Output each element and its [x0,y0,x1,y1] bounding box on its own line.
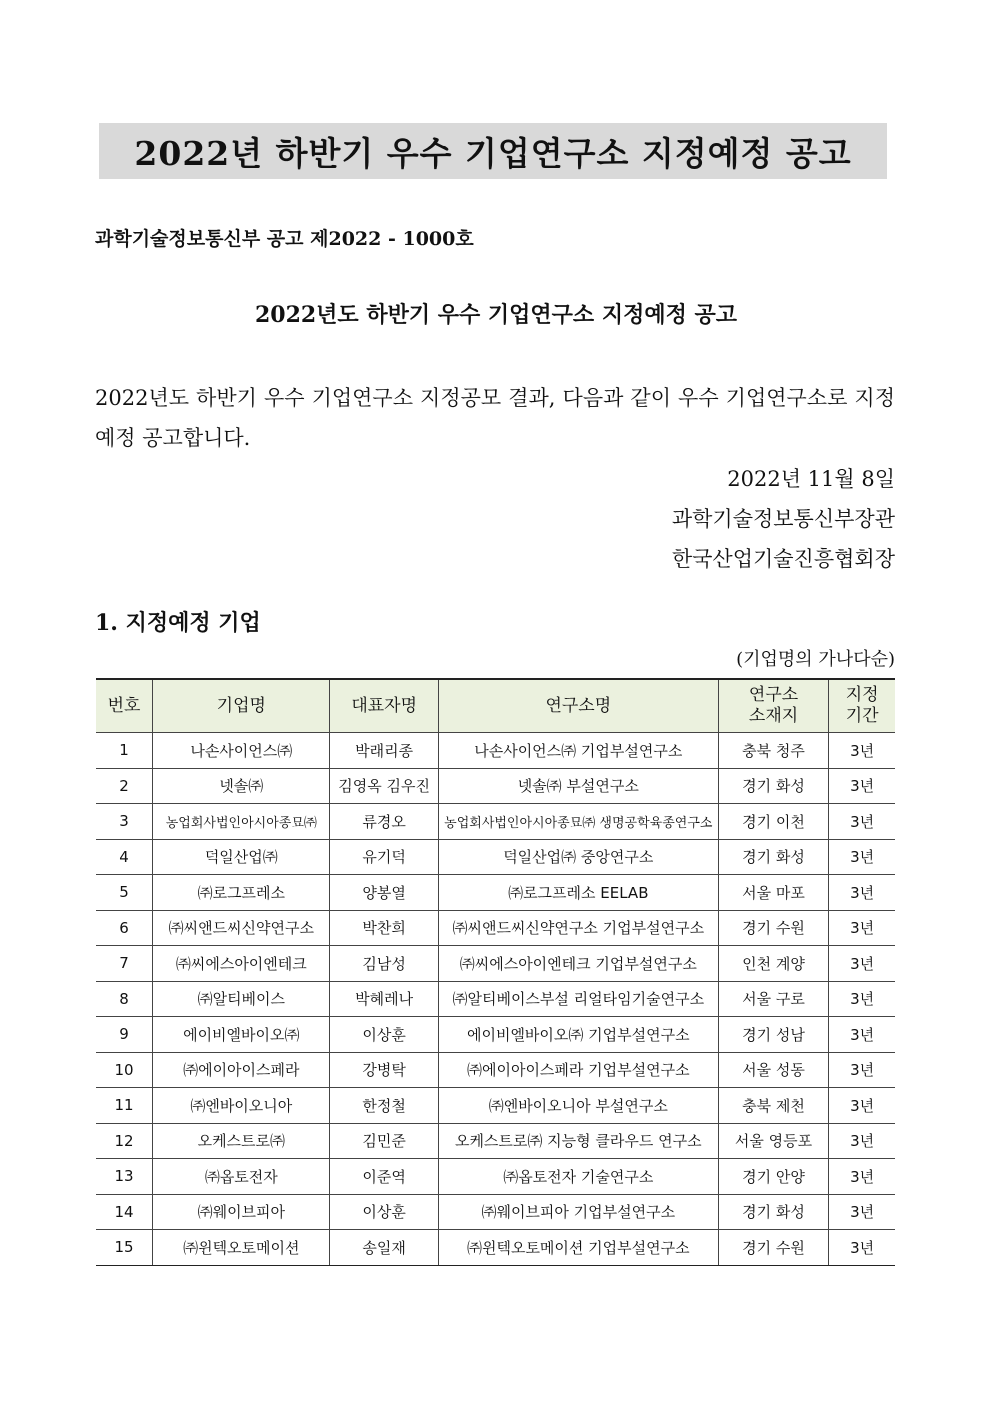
header-ceo: 대표자명 [330,679,438,733]
cell-lab: 오케스트로㈜ 지능형 클라우드 연구소 [438,1123,718,1159]
cell-no: 5 [96,875,153,911]
cell-ceo: 박혜레나 [330,981,438,1017]
header-company: 기업명 [153,679,330,733]
header-location [718,679,829,733]
cell-no: 8 [96,981,153,1017]
cell-period: 3년 [829,1052,895,1088]
table-row [96,1017,895,1053]
cell-period: 3년 [829,910,895,946]
header-period [829,679,895,733]
table-row [96,875,895,911]
cell-company: ㈜윈텍오토메이션 [153,1230,330,1266]
cell-company: ㈜알티베이스 [153,981,330,1017]
cell-period: 3년 [829,768,895,804]
cell-company: 덕일산업㈜ [153,839,330,875]
cell-lab: 에이비엘바이오㈜ 기업부설연구소 [438,1017,718,1053]
cell-company: ㈜에이아이스페라 [153,1052,330,1088]
cell-ceo: 이준역 [330,1159,438,1195]
cell-location: 경기 화성 [718,839,829,875]
cell-ceo: 이상훈 [330,1017,438,1053]
table-row [96,1088,895,1124]
table-row [96,1230,895,1266]
cell-location: 서울 성동 [718,1052,829,1088]
cell-period: 3년 [829,1123,895,1159]
cell-location: 서울 마포 [718,875,829,911]
announcement-date: 2022년 11월 8일 [727,467,895,491]
cell-location: 경기 수원 [718,910,829,946]
cell-period: 3년 [829,946,895,982]
cell-period: 3년 [829,1159,895,1195]
cell-location: 경기 이천 [718,804,829,840]
section-title: 1. 지정예정 기업 [95,610,261,636]
cell-lab: ㈜옵토전자 기술연구소 [438,1159,718,1195]
cell-period: 3년 [829,1194,895,1230]
notice-number: 과학기술정보통신부 공고 제2022 - 1000호 [95,228,474,250]
header-period-line1: 지정 [845,685,879,705]
cell-no: 10 [96,1052,153,1088]
cell-ceo: 양봉열 [330,875,438,911]
document-title: 2022년 하반기 우수 기업연구소 지정예정 공고 [134,133,852,173]
cell-lab: ㈜웨이브피아 기업부설연구소 [438,1194,718,1230]
cell-no: 9 [96,1017,153,1053]
header-no: 번호 [96,679,153,733]
cell-no: 6 [96,910,153,946]
cell-lab: ㈜윈텍오토메이션 기업부설연구소 [438,1230,718,1266]
cell-lab: ㈜엔바이오니아 부설연구소 [438,1088,718,1124]
cell-location: 충북 제천 [718,1088,829,1124]
cell-no: 1 [96,733,153,769]
issuer-association: 한국산업기술진흥협회장 [671,547,895,571]
cell-lab: ㈜에이아이스페라 기업부설연구소 [438,1052,718,1088]
header-lab: 연구소명 [438,679,718,733]
cell-ceo: 박래리종 [330,733,438,769]
cell-no: 15 [96,1230,153,1266]
cell-location: 경기 수원 [718,1230,829,1266]
cell-company: ㈜옵토전자 [153,1159,330,1195]
table-row [96,733,895,769]
cell-no: 4 [96,839,153,875]
cell-period: 3년 [829,981,895,1017]
document-subtitle: 2022년도 하반기 우수 기업연구소 지정예정 공고 [254,302,738,328]
header-location-line1: 연구소 [748,685,799,705]
cell-location: 충북 청주 [718,733,829,769]
cell-lab: ㈜씨에스아이엔테크 기업부설연구소 [438,946,718,982]
cell-ceo: 김민준 [330,1123,438,1159]
header-period-line2: 기간 [845,706,879,726]
table-body [96,733,895,1266]
cell-no: 2 [96,768,153,804]
cell-company: ㈜씨앤드씨신약연구소 [153,910,330,946]
cell-company: ㈜씨에스아이엔테크 [153,946,330,982]
cell-ceo: 이상훈 [330,1194,438,1230]
cell-company: 에이비엘바이오㈜ [153,1017,330,1053]
cell-location: 경기 화성 [718,768,829,804]
cell-company: 농업회사법인아시아종묘㈜ [153,804,330,840]
table-row [96,910,895,946]
cell-lab: ㈜씨앤드씨신약연구소 기업부설연구소 [438,910,718,946]
cell-lab: 농업회사법인아시아종묘㈜ 생명공학육종연구소 [438,804,718,840]
cell-ceo: 류경오 [330,804,438,840]
table-row [96,1194,895,1230]
cell-ceo: 김영옥 김우진 [330,768,438,804]
cell-ceo: 한정철 [330,1088,438,1124]
cell-lab: ㈜로그프레소 EELAB [438,875,718,911]
table-row [96,981,895,1017]
cell-ceo: 유기덕 [330,839,438,875]
cell-ceo: 김남성 [330,946,438,982]
table-row [96,946,895,982]
cell-no: 11 [96,1088,153,1124]
cell-lab: ㈜알티베이스부설 리얼타임기술연구소 [438,981,718,1017]
issuer-ministry: 과학기술정보통신부장관 [671,507,895,531]
cell-period: 3년 [829,1017,895,1053]
designated-companies-table [96,678,895,1266]
cell-period: 3년 [829,1230,895,1266]
cell-company: 나손사이언스㈜ [153,733,330,769]
cell-no: 14 [96,1194,153,1230]
body-paragraph: 2022년도 하반기 우수 기업연구소 지정공모 결과, 다음과 같이 우수 기업연구소로 지정예정 공고합니다. [95,386,895,450]
table-row [96,768,895,804]
table-row [96,839,895,875]
cell-location: 서울 영등포 [718,1123,829,1159]
cell-period: 3년 [829,733,895,769]
cell-no: 7 [96,946,153,982]
cell-period: 3년 [829,1088,895,1124]
title-banner [99,123,887,179]
cell-ceo: 박찬희 [330,910,438,946]
cell-ceo: 송일재 [330,1230,438,1266]
cell-lab: 넷솔㈜ 부설연구소 [438,768,718,804]
cell-company: ㈜엔바이오니아 [153,1088,330,1124]
table-row [96,1123,895,1159]
cell-location: 경기 안양 [718,1159,829,1195]
sort-note: (기업명의 가나다순) [736,649,895,670]
table-row [96,1052,895,1088]
cell-period: 3년 [829,839,895,875]
cell-no: 3 [96,804,153,840]
cell-company: ㈜로그프레소 [153,875,330,911]
cell-lab: 나손사이언스㈜ 기업부설연구소 [438,733,718,769]
header-location-line2: 소재지 [748,706,799,726]
cell-location: 인천 계양 [718,946,829,982]
cell-location: 경기 화성 [718,1194,829,1230]
cell-no: 13 [96,1159,153,1195]
table-row [96,804,895,840]
table-header-row [96,679,895,733]
cell-lab: 덕일산업㈜ 중앙연구소 [438,839,718,875]
cell-no: 12 [96,1123,153,1159]
cell-period: 3년 [829,804,895,840]
cell-location: 경기 성남 [718,1017,829,1053]
cell-location: 서울 구로 [718,981,829,1017]
cell-company: ㈜웨이브피아 [153,1194,330,1230]
cell-ceo: 강병탁 [330,1052,438,1088]
cell-company: 넷솔㈜ [153,768,330,804]
cell-period: 3년 [829,875,895,911]
table-row [96,1159,895,1195]
cell-company: 오케스트로㈜ [153,1123,330,1159]
